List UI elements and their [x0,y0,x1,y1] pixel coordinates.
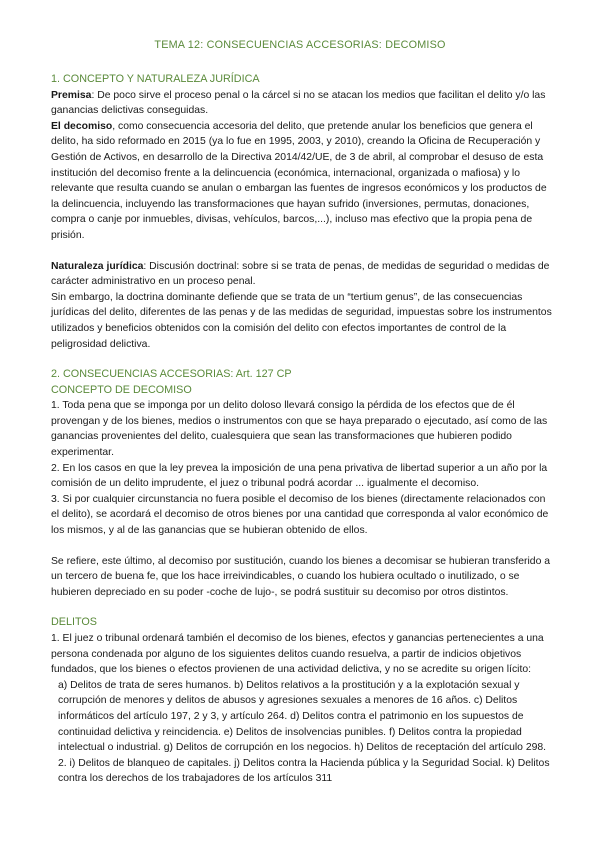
article-paragraph-2: 2. En los casos en que la ley prevea la imposición de una pena privativa de libertad superior a un año por la comisión de un delito imprudente, el juez o tribunal podrá acordar ... igualmente el decomiso. [51,462,548,490]
section-heading-delitos: DELITOS [51,616,98,629]
naturaleza-label: Naturaleza jurídica [51,260,144,272]
sustitucion-paragraph: Se refiere, este último, al decomiso por sustitución, cuando los bienes a decomisar se hubieran transferido a un tercero de buena fe, que los hace irreivindicables, o cuando los hubiera ocultado o inutilizado, o se hubieren depreciado en su poder -coche de lujo-, se podrá sustituir su decomiso por otros distintos. [51,555,551,598]
decomiso-text: , como consecuencia accesoria del delito, que pretende anular los beneficios que genera el delito, ha sido reformado en 2015 (ya lo fue en 1995, 2003, y 2010), creando la Oficina de Recuperación y Gestión de Activos, en desarrollo de la Directiva 2014/42/UE, de 3 de abril, al comprobar el desuso de esta institución del decomiso frente a la delincuencia (económica, internacional, organizada o mafiosa) y lo relevante que resulta cuando se anulan o embargan las fuentes de ingresos económicos y los productos de la delincuencia, incluyendo las transformaciones que hayan sufrido (inversiones, permutas, donaciones, compra o canje por inmuebles, divisas, vehículos, barcos,...), incluso mas efectivo que la propia pena de prisión. [51,120,547,241]
naturaleza-text: : Discusión doctrinal: sobre si se trata de penas, de medidas de seguridad o medidas de carácter administrativo en un proceso penal. [51,260,550,288]
decomiso-paragraph [51,119,555,244]
section-heading-consecuencias: 2. CONSECUENCIAS ACCESORIAS: Art. 127 CP [51,368,292,381]
delitos-paragraph-1: 1. El juez o tribunal ordenará también el decomiso de los bienes, efectos y ganancias pertenecientes a una persona condenada por alguno de los siguientes delitos cuando resuelva, a partir de indicios objetivos fundados, que los bienes o efectos provienen de una actividad delictiva, y no se acredite su origen lícito: [51,633,544,676]
premisa-paragraph [51,88,555,119]
section-subheading-concepto-decomiso: CONCEPTO DE DECOMISO [51,383,192,396]
article-paragraph-1: 1. Toda pena que se imponga por un delito doloso llevará consigo la pérdida de los efectos que de él provengan y de los bienes, medios o instrumentos con que se haya preparado o ejecutado, así como de las ganancias provenientes del delito, cualesquiera que sean las transformaciones que hubieren podido experimentar. [51,400,548,459]
sin-embargo-paragraph: Sin embargo, la doctrina dominante defiende que se trata de un “tertium genus”, de las consecuencias jurídicas del delito, diferentes de las penas y de las medidas de seguridad, impuestas sobre los instrumentos utilizados y beneficios obtenidos con la comisión del delito con efectos importantes de control de la peligrosidad delictiva. [51,291,552,350]
delitos-list-paragraph: a) Delitos de trata de seres humanos. b) Delitos relativos a la prostitución y a la explotación sexual y corrupción de menores y delitos de abusos y agresiones sexuales a menores de 16 años. c) Delitos informáticos del artículo 197, 2 y 3, y artículo 264. d) Delitos contra el patrimonio en los supuestos de continuidad delictiva y reincidencia. e) Delitos de insolvencias punibles. f) Delitos contra la propiedad intelectual o industrial. g) Delitos de corrupción en los negocios. h) Delitos de receptación del artículo 298. 2. i) Delitos de blanqueo de capitales. j) Delitos contra la Hacienda pública y la Seguridad Social. k) Delitos contra los derechos de los trabajadores de los artículos 311 [58,679,550,785]
premisa-label: Premisa [51,89,92,101]
decomiso-label: El decomiso [51,120,113,132]
premisa-text: : De poco sirve el proceso penal o la cárcel si no se atacan los medios que facilitan el delito y/o las ganancias delictivas conseguidas. [51,89,546,117]
section-heading-concepto: 1. CONCEPTO Y NATURALEZA JURÍDICA [51,73,260,85]
naturaleza-paragraph [51,259,555,290]
page-title: TEMA 12: CONSECUENCIAS ACCESORIAS: DECOMISO [154,39,446,51]
document-body [51,72,555,787]
article-paragraph-3: 3. Si por cualquier circunstancia no fuera posible el decomiso de los bienes (directamente relacionados con el delito), se acordará el decomiso de otros bienes por una cantidad que corresponda al valor económico de los mismos, y al de las ganancias que se hubieran obtenido de ellos. [51,493,549,537]
